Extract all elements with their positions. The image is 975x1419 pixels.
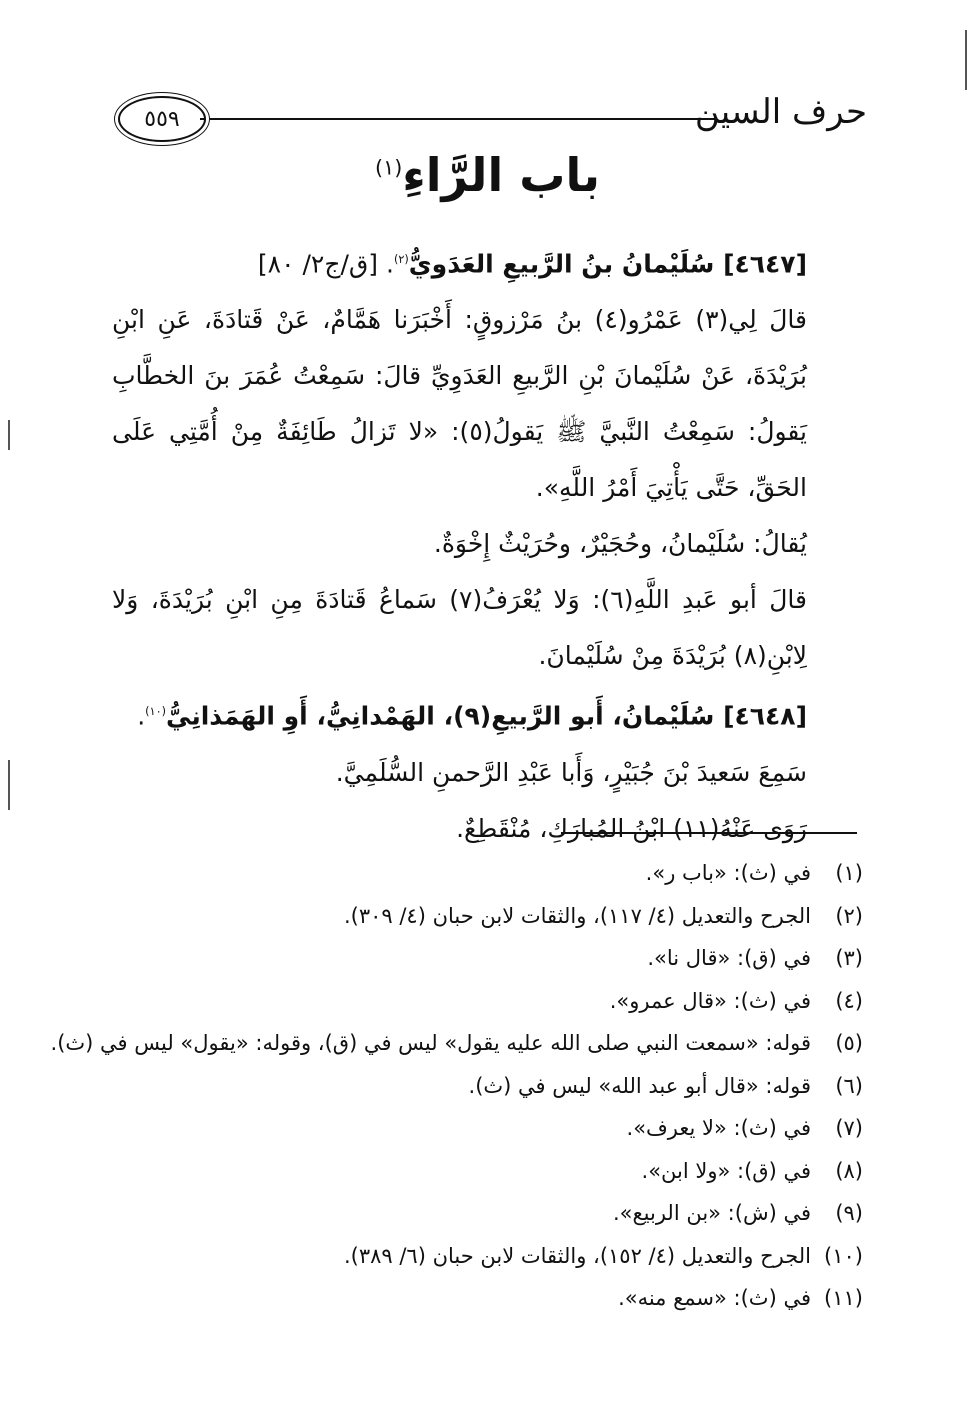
page-number: ٥٥٩ xyxy=(118,96,206,142)
footnote-text: في (ث): «لا يعرف». xyxy=(626,1116,811,1140)
entry-source-ref: . [ق/ج٢/ ٨٠] xyxy=(257,249,394,279)
scan-edge-mark xyxy=(8,420,10,450)
footnote-text: في (ق): «قال نا». xyxy=(647,946,811,970)
footnote xyxy=(112,1150,863,1193)
footnote-text: في (ث): «سمع منه». xyxy=(618,1286,811,1310)
footnote-number: (٤) xyxy=(835,988,863,1013)
footnote xyxy=(112,1107,863,1150)
footnote-text: في (ق): «ولا ابن». xyxy=(641,1158,811,1183)
footnote-text: الجرح والتعديل (٤/ ١١٧)، والثقات لابن حبان (٤/ ٣٠٩). xyxy=(343,903,811,928)
chapter-title xyxy=(0,148,975,202)
footnote-number: (١) xyxy=(835,861,863,885)
footnote-number: (٧) xyxy=(835,1116,863,1140)
scan-edge-mark xyxy=(965,30,967,90)
footnote-number: (١١) xyxy=(824,1286,863,1310)
entry-paragraph: رَوَى عَنْهُ(١١) ابْنُ المُبارَكِ، مُنْقَطِعٌ. xyxy=(456,813,807,843)
chapter-title-text: باب الرَّاءِ xyxy=(402,148,600,202)
footnote-text: قوله: «سمعت النبي صلى الله عليه يقول» ليس في (ق)، وقوله: «يقول» ليس في (ث). xyxy=(50,1031,811,1055)
footnote-number: (٨) xyxy=(835,1158,863,1183)
entry-paragraph: قالَ أبو عَبدِ اللَّهِ(٦): وَلا يُعْرَفُ(٧) سَماعُ قَتادَةَ مِنِ ابْنِ بُرَيْدَةَ، وَلا لِابْنِ(٨) بُرَيْدَةَ مِنْ سُلَيْمانَ. xyxy=(112,585,807,671)
footnote xyxy=(112,1192,863,1235)
footnote-number: (٦) xyxy=(835,1073,863,1098)
footnotes xyxy=(50,852,863,1320)
header-rule xyxy=(200,118,717,120)
footnote-ref: (٢) xyxy=(393,253,409,266)
footnote-number: (٥) xyxy=(835,1031,863,1055)
footnote xyxy=(112,937,863,980)
footnote xyxy=(50,1022,863,1065)
entry-heading xyxy=(112,684,867,744)
entry-paragraph: سَمِعَ سَعيدَ بْنَ جُبَيْرٍ، وَأَبا عَبْدِ الرَّحمنِ السُّلَمِيَّ. xyxy=(335,757,807,787)
footnote-number: (٩) xyxy=(835,1201,863,1225)
footnote-text: الجرح والتعديل (٤/ ١٥٢)، والثقات لابن حبان (٦/ ٣٨٩). xyxy=(343,1243,811,1268)
scan-edge-mark xyxy=(8,760,10,810)
entry-paragraph: يُقالُ: سُلَيْمانُ، وحُجَيْرٌ، وحُرَيْثٌ إِخْوَةٌ. xyxy=(433,529,807,559)
footnote-text: في (ث): «قال عمرو». xyxy=(609,988,811,1013)
main-text xyxy=(112,232,867,857)
entry-title: [٤٦٤٧] سُلَيْمانُ بنُ الرَّبيعِ العَدَويُّ xyxy=(408,249,807,279)
entry-source-ref: . xyxy=(137,701,146,731)
footnote xyxy=(112,852,863,895)
footnote-text: في (ش): «بن الربيع». xyxy=(612,1201,811,1225)
entry-heading xyxy=(112,232,867,292)
running-title: حرف السين xyxy=(694,92,867,132)
footnote-ref: (١٠) xyxy=(145,705,167,719)
footnote xyxy=(112,980,863,1023)
footnote xyxy=(112,1235,863,1278)
footnote xyxy=(112,1277,863,1320)
footnote-text: قوله: «قال أبو عبد الله» ليس في (ث). xyxy=(468,1073,811,1098)
footnote xyxy=(112,895,863,938)
footnote-number: (٢) xyxy=(835,903,863,928)
footnote-number: (٣) xyxy=(835,946,863,970)
entry-paragraph: قالَ لِي(٣) عَمْرُو(٤) بنُ مَرْزوقٍ: أَخْبَرَنا هَمَّامٌ، عَنْ قَتادَةَ، عَنِ ابْنِ بُرَيْدَةَ، عَنْ سُلَيْمانَ بْنِ الرَّبيعِ العَدَوِيِّ قالَ: سَمِعْتُ عُمَرَ بنَ الخطَّابِ يَقولُ: سَمِعْتُ النَّبيَّ ﷺ يَقولُ(٥): «لا تَزالُ طَائِفَةٌ مِنْ أُمَّتِي عَلَى الحَقِّ، حَتَّى يَأْتِيَ أَمْرُ اللَّهِ». xyxy=(112,305,808,503)
footnote-ref: (١) xyxy=(374,155,403,180)
footnote-number: (١٠) xyxy=(824,1243,863,1268)
footnote xyxy=(112,1065,863,1108)
footnote-text: في (ث): «باب ر». xyxy=(645,861,811,885)
entry-title: [٤٦٤٨] سُلَيْمانُ، أَبو الرَّبيعِ(٩)، الهَمْدانِيُّ، أَوِ الهَمَذانِيُّ xyxy=(166,701,807,731)
